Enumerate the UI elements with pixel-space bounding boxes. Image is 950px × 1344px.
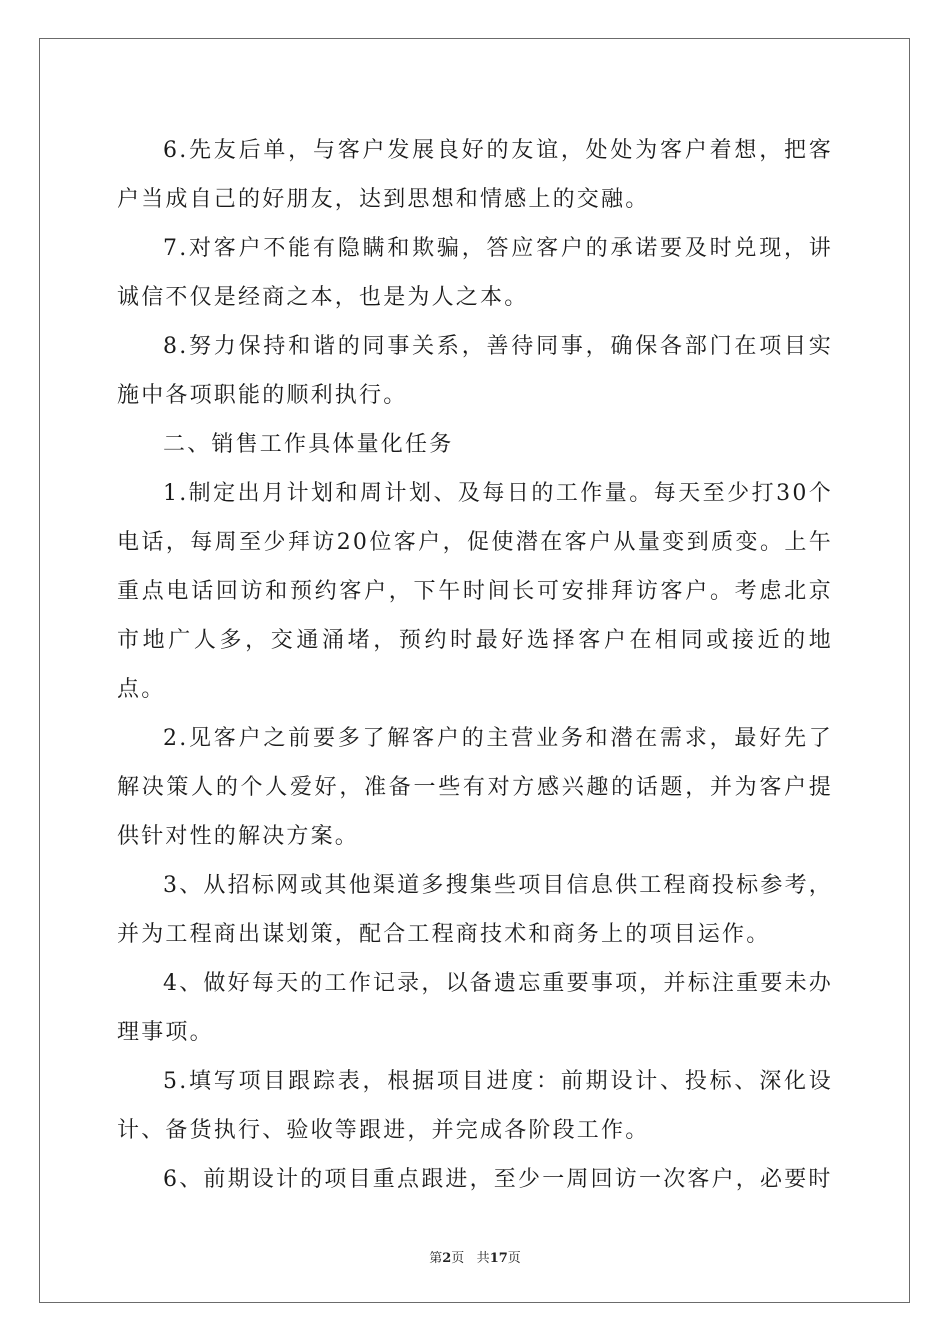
paragraph-item-7-honesty: 7.对客户不能有隐瞒和欺骗，答应客户的承诺要及时兑现，讲诚信不仅是经商之本，也是为人之本。 <box>117 236 833 310</box>
paragraph-item-8-colleagues: 8.努力保持和谐的同事关系，善待同事，确保各部门在项目实施中各项职能的顺利执行。 <box>117 334 833 408</box>
footer-page-suffix: 页 <box>451 1251 465 1266</box>
total-page-count: 17 <box>489 1251 508 1266</box>
paragraph-item-6-friend-first: 6.先友后单，与客户发展良好的友谊，处处为客户着想，把客户当成自己的好朋友，达到思想和情感上的交融。 <box>117 138 833 212</box>
footer-total-prefix: 共 <box>476 1251 490 1266</box>
paragraph-task-4-work-log: 4、做好每天的工作记录，以备遗忘重要事项，并标注重要未办理事项。 <box>117 971 833 1045</box>
current-page-number: 2 <box>442 1251 452 1266</box>
footer-prefix: 第 <box>429 1251 443 1266</box>
document-body <box>117 126 833 1204</box>
page-footer <box>0 1247 950 1266</box>
paragraph-task-1-plans: 1.制定出月计划和周计划、及每日的工作量。每天至少打30个电话，每周至少拜访20位客户，促使潜在客户从量变到质变。上午重点电话回访和预约客户，下午时间长可安排拜访客户。考虑北京市地广人多，交通涌堵，预约时最好选择客户在相同或接近的地点。 <box>117 481 833 702</box>
footer-total-suffix: 页 <box>507 1251 521 1266</box>
paragraph-task-3-tender-info: 3、从招标网或其他渠道多搜集些项目信息供工程商投标参考，并为工程商出谋划策，配合工程商技术和商务上的项目运作。 <box>117 873 833 947</box>
paragraph-task-6-follow-up: 6、前期设计的项目重点跟进，至少一周回访一次客户，必要时 <box>163 1167 833 1192</box>
section-heading-sales-tasks: 二、销售工作具体量化任务 <box>163 432 454 457</box>
paragraph-task-2-client-research: 2.见客户之前要多了解客户的主营业务和潜在需求，最好先了解决策人的个人爱好，准备一些有对方感兴趣的话题，并为客户提供针对性的解决方案。 <box>117 726 833 849</box>
paragraph-task-5-tracking-sheet: 5.填写项目跟踪表，根据项目进度：前期设计、投标、深化设计、备货执行、验收等跟进，并完成各阶段工作。 <box>117 1069 833 1143</box>
